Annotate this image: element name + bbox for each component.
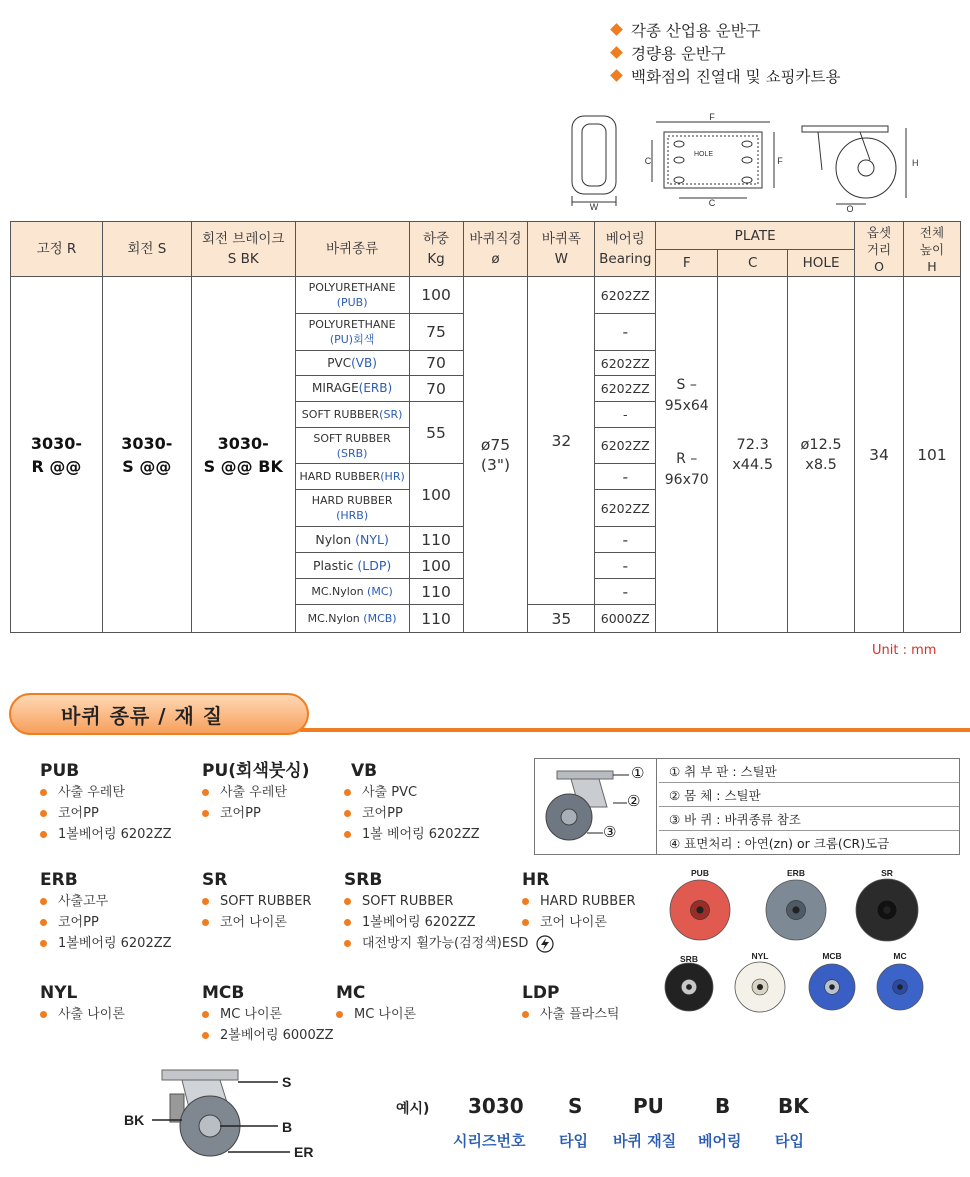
part-row: ④ 표면처리 : 아연(zn) or 크롬(CR)도금 bbox=[669, 836, 890, 851]
list-item: 사출 우레탄 bbox=[40, 782, 172, 803]
bullet-dot-icon bbox=[202, 919, 209, 926]
material-mcb bbox=[202, 982, 334, 1046]
bullet-dot-icon bbox=[202, 810, 209, 817]
wheel-axle-hole bbox=[686, 984, 692, 990]
bearing-cell: - bbox=[595, 527, 656, 553]
list-item: SOFT RUBBER bbox=[344, 891, 556, 912]
bearing-cell: 6202ZZ bbox=[595, 351, 656, 376]
table-row bbox=[11, 277, 961, 314]
header-plate-f: F bbox=[656, 250, 718, 277]
header-offset: 옵셋 거리 O bbox=[855, 222, 904, 277]
example-meaning-type: 타입 bbox=[559, 1132, 588, 1150]
wheel-sample-mc bbox=[877, 951, 923, 1010]
caster-label-er: ER bbox=[294, 1144, 314, 1160]
bullet-dot-icon bbox=[344, 940, 351, 947]
load-cell: 70 bbox=[409, 376, 463, 402]
plate-top-view-drawing bbox=[652, 122, 774, 198]
material-hr bbox=[522, 869, 635, 933]
list-item: 1볼베어링 6202ZZ bbox=[40, 933, 172, 954]
wheel-type-cell: MIRAGE(ERB) bbox=[295, 376, 409, 402]
diamond-bullet-icon bbox=[610, 46, 623, 59]
example-code-material: PU bbox=[633, 1094, 664, 1118]
wheel-sample-label: PUB bbox=[691, 868, 709, 878]
plate-hole-cell: ø12.5 x8.5 bbox=[788, 277, 855, 633]
plate-c-cell: 72.3 x44.5 bbox=[718, 277, 788, 633]
example-caster-illustration bbox=[120, 1064, 330, 1164]
wheel-sample-erb bbox=[766, 868, 826, 940]
caster-label-s: S bbox=[282, 1074, 292, 1090]
material-title: LDP bbox=[522, 983, 560, 1003]
bullet-dot-icon bbox=[344, 831, 351, 838]
part-row: ② 몸 체 : 스틸판 bbox=[659, 783, 959, 807]
material-pub bbox=[40, 760, 172, 845]
material-title: NYL bbox=[40, 983, 78, 1003]
list-item: SOFT RUBBER bbox=[202, 891, 311, 912]
wheel-sample-label: MC bbox=[893, 951, 907, 961]
application-item bbox=[612, 64, 840, 87]
material-vb bbox=[344, 760, 480, 845]
offset-cell: 34 bbox=[855, 277, 904, 633]
part-row: ③ 바 퀴 : 바퀴종류 참조 bbox=[659, 807, 959, 831]
diameter-cell: ø75 (3") bbox=[463, 277, 528, 633]
bearing-cell: - bbox=[595, 402, 656, 428]
list-item: 대전방지 휠가능(검정색)ESD bbox=[344, 933, 556, 954]
header-brake: 회전 브레이크 S BK bbox=[191, 222, 295, 277]
wheel-type-cell: HARD RUBBER (HRB) bbox=[295, 490, 409, 527]
header-bearing: 베어링 Bearing bbox=[595, 222, 656, 277]
material-title: MC bbox=[336, 983, 366, 1003]
model-brake: 3030- S @@ BK bbox=[191, 277, 295, 633]
header-swivel: 회전 S bbox=[102, 222, 191, 277]
example-meaning-brake: 타입 bbox=[775, 1132, 804, 1150]
wheel-type-cell: SOFT RUBBER (SRB) bbox=[295, 428, 409, 464]
list-item: HARD RUBBER bbox=[522, 891, 635, 912]
wheel-sample-label: SR bbox=[881, 868, 893, 878]
dim-f-label: F bbox=[709, 112, 715, 122]
list-item: 코어 나이론 bbox=[202, 912, 311, 933]
material-nyl bbox=[40, 982, 125, 1025]
bearing-cell: 6202ZZ bbox=[595, 490, 656, 527]
dim-o-label: O bbox=[846, 204, 854, 214]
load-cell: 100 bbox=[409, 277, 463, 314]
bullet-dot-icon bbox=[344, 789, 351, 796]
list-item: 사출 나이론 bbox=[40, 1004, 125, 1025]
material-ldp bbox=[522, 982, 619, 1025]
application-item bbox=[612, 18, 840, 41]
model-fixed: 3030- R @@ bbox=[11, 277, 103, 633]
wheel-samples bbox=[662, 868, 962, 1018]
application-text: 경량용 운반구 bbox=[631, 44, 726, 63]
list-item: 코어PP bbox=[40, 803, 172, 824]
bearing-cell: 6202ZZ bbox=[595, 376, 656, 402]
bullet-dot-icon bbox=[336, 1011, 343, 1018]
bullet-dot-icon bbox=[344, 919, 351, 926]
wheel-type-cell: POLYURETHANE (PUB) bbox=[295, 277, 409, 314]
bullet-dot-icon bbox=[522, 898, 529, 905]
wheel-sample-nyl bbox=[735, 951, 785, 1012]
dim-hole-label: HOLE bbox=[694, 151, 714, 158]
header-plate-c: C bbox=[718, 250, 788, 277]
callout-1: ① bbox=[631, 764, 645, 782]
list-item: 1볼베어링 6202ZZ bbox=[40, 824, 172, 845]
example-code-series: 3030 bbox=[468, 1094, 524, 1118]
material-sr bbox=[202, 869, 311, 933]
wheel-axle-hole bbox=[883, 906, 890, 913]
material-mc bbox=[336, 982, 416, 1025]
esd-lightning-icon bbox=[534, 935, 556, 953]
list-item: 코어 나이론 bbox=[522, 912, 635, 933]
width-cell-mcb: 35 bbox=[528, 605, 595, 633]
material-title: ERB bbox=[40, 870, 78, 890]
list-item: 코어PP bbox=[40, 912, 172, 933]
bullet-dot-icon bbox=[40, 1011, 47, 1018]
load-cell: 70 bbox=[409, 351, 463, 376]
header-height: 전체 높이 H bbox=[903, 222, 960, 277]
application-text: 백화점의 진열대 및 쇼핑카트용 bbox=[631, 67, 841, 86]
wheel-sample-pub bbox=[670, 868, 730, 940]
wheel-sample-mcb bbox=[809, 951, 855, 1010]
table-header-row bbox=[11, 222, 961, 250]
load-cell: 100 bbox=[409, 464, 463, 527]
header-plate: PLATE bbox=[656, 222, 855, 250]
load-cell: 110 bbox=[409, 605, 463, 633]
header-plate-hole: HOLE bbox=[788, 250, 855, 277]
material-title: VB bbox=[351, 761, 378, 781]
list-item: 사출 우레탄 bbox=[202, 782, 310, 803]
bullet-dot-icon bbox=[40, 898, 47, 905]
wheel-sample-label: ERB bbox=[787, 868, 805, 878]
bullet-dot-icon bbox=[202, 1032, 209, 1039]
application-text: 각종 산업용 운반구 bbox=[631, 21, 761, 40]
bearing-cell: 6202ZZ bbox=[595, 428, 656, 464]
caster-label-bk: BK bbox=[124, 1112, 145, 1128]
height-cell: 101 bbox=[903, 277, 960, 633]
header-width: 바퀴폭 W bbox=[528, 222, 595, 277]
wheel-type-cell: PVC(VB) bbox=[295, 351, 409, 376]
dim-h-label: H bbox=[912, 158, 919, 168]
wheel-axle-hole bbox=[792, 906, 799, 913]
caster-label-b: B bbox=[282, 1119, 293, 1135]
wheel-sample-label: NYL bbox=[751, 951, 769, 961]
bullet-dot-icon bbox=[522, 1011, 529, 1018]
bullet-dot-icon bbox=[40, 919, 47, 926]
caster-spec-table bbox=[10, 221, 961, 633]
caster-parts-image bbox=[535, 759, 657, 854]
unit-note: Unit : mm bbox=[872, 643, 937, 658]
example-lead: 예시) bbox=[396, 1101, 430, 1117]
list-item: MC 나이론 bbox=[202, 1004, 334, 1025]
wheel-type-cell: HARD RUBBER(HR) bbox=[295, 464, 409, 490]
list-item: 1볼 베어링 6202ZZ bbox=[344, 824, 480, 845]
bullet-dot-icon bbox=[40, 831, 47, 838]
callout-3: ③ bbox=[603, 823, 617, 841]
section-title: 바퀴 종류 / 재 질 bbox=[9, 693, 309, 735]
bearing-cell: - bbox=[595, 579, 656, 605]
list-item: 코어PP bbox=[344, 803, 480, 824]
example-code-bearing: B bbox=[715, 1094, 731, 1118]
diamond-bullet-icon bbox=[610, 69, 623, 82]
bullet-dot-icon bbox=[40, 940, 47, 947]
wheel-axle-hole bbox=[897, 984, 903, 990]
example-code-type: S bbox=[568, 1094, 583, 1118]
bullet-dot-icon bbox=[344, 810, 351, 817]
callout-2: ② bbox=[627, 792, 641, 810]
dim-w-label: W bbox=[589, 202, 599, 212]
application-list bbox=[612, 18, 840, 87]
material-pu bbox=[202, 760, 310, 824]
example-code-brake: BK bbox=[778, 1094, 809, 1118]
section-divider bbox=[300, 728, 970, 732]
header-diameter: 바퀴직경 ø bbox=[463, 222, 528, 277]
wheel-sample-srb bbox=[665, 954, 713, 1011]
wheel-axle-hole bbox=[696, 906, 703, 913]
bullet-dot-icon bbox=[202, 789, 209, 796]
header-load: 하중 Kg bbox=[409, 222, 463, 277]
list-item: 사출고무 bbox=[40, 891, 172, 912]
parts-box bbox=[534, 758, 960, 855]
bullet-dot-icon bbox=[202, 898, 209, 905]
material-title: PUB bbox=[40, 761, 80, 781]
wheel-sample-sr bbox=[856, 868, 918, 941]
list-item: 코어PP bbox=[202, 803, 310, 824]
example-meaning-material: 바퀴 재질 bbox=[613, 1132, 677, 1150]
bearing-cell: - bbox=[595, 464, 656, 490]
material-title: SRB bbox=[344, 870, 383, 890]
wheel-axle-hole bbox=[757, 984, 763, 990]
material-title: PU(회색붓싱) bbox=[202, 761, 310, 781]
width-cell: 32 bbox=[528, 277, 595, 605]
material-title: SR bbox=[202, 870, 228, 890]
material-title: HR bbox=[522, 870, 550, 890]
load-cell: 110 bbox=[409, 579, 463, 605]
wheel-type-cell: Plastic (LDP) bbox=[295, 553, 409, 579]
bearing-cell: - bbox=[595, 314, 656, 351]
caster-side-view-drawing bbox=[802, 126, 906, 204]
model-swivel: 3030- S @@ bbox=[102, 277, 191, 633]
dimension-drawings bbox=[560, 110, 920, 215]
wheel-type-cell: SOFT RUBBER(SR) bbox=[295, 402, 409, 428]
wheel-type-cell: MC.Nylon (MCB) bbox=[295, 605, 409, 633]
load-cell: 110 bbox=[409, 527, 463, 553]
load-cell: 55 bbox=[409, 402, 463, 464]
example-meaning-series: 시리즈번호 bbox=[453, 1132, 526, 1150]
wheel-type-cell: POLYURETHANE (PU)회색 bbox=[295, 314, 409, 351]
load-cell: 75 bbox=[409, 314, 463, 351]
parts-spec-list bbox=[659, 759, 959, 855]
list-item: 사출 PVC bbox=[344, 782, 480, 803]
bearing-cell: 6202ZZ bbox=[595, 277, 656, 314]
bullet-dot-icon bbox=[40, 810, 47, 817]
material-erb bbox=[40, 869, 172, 954]
wheel-front-view-drawing bbox=[572, 116, 616, 206]
wheel-sample-label: SRB bbox=[680, 954, 698, 964]
bullet-dot-icon bbox=[344, 898, 351, 905]
dim-c-side-label: C bbox=[644, 156, 652, 166]
bearing-cell: - bbox=[595, 553, 656, 579]
list-item: MC 나이론 bbox=[336, 1004, 416, 1025]
material-title: MCB bbox=[202, 983, 245, 1003]
wheel-axle-hole bbox=[829, 984, 835, 990]
load-cell: 100 bbox=[409, 553, 463, 579]
bearing-cell: 6000ZZ bbox=[595, 605, 656, 633]
dim-c-label: C bbox=[708, 198, 716, 208]
list-item: 1볼베어링 6202ZZ bbox=[344, 912, 556, 933]
wheel-sample-label: MCB bbox=[822, 951, 842, 961]
plate-f-cell: S – 95x64 R – 96x70 bbox=[656, 277, 718, 633]
list-item: 사출 플라스틱 bbox=[522, 1004, 619, 1025]
list-item: 2볼베어링 6000ZZ bbox=[202, 1025, 334, 1046]
header-fixed: 고정 R bbox=[11, 222, 103, 277]
diamond-bullet-icon bbox=[610, 23, 623, 36]
bullet-dot-icon bbox=[40, 789, 47, 796]
wheel-type-cell: Nylon (NYL) bbox=[295, 527, 409, 553]
application-item bbox=[612, 41, 840, 64]
header-wheel-type: 바퀴종류 bbox=[295, 222, 409, 277]
bullet-dot-icon bbox=[202, 1011, 209, 1018]
part-row: ① 취 부 판 : 스틸판 bbox=[659, 759, 959, 783]
wheel-type-cell: MC.Nylon (MC) bbox=[295, 579, 409, 605]
dim-f-side-label: F bbox=[777, 156, 783, 166]
example-meaning-bearing: 베어링 bbox=[698, 1132, 742, 1150]
bullet-dot-icon bbox=[522, 919, 529, 926]
